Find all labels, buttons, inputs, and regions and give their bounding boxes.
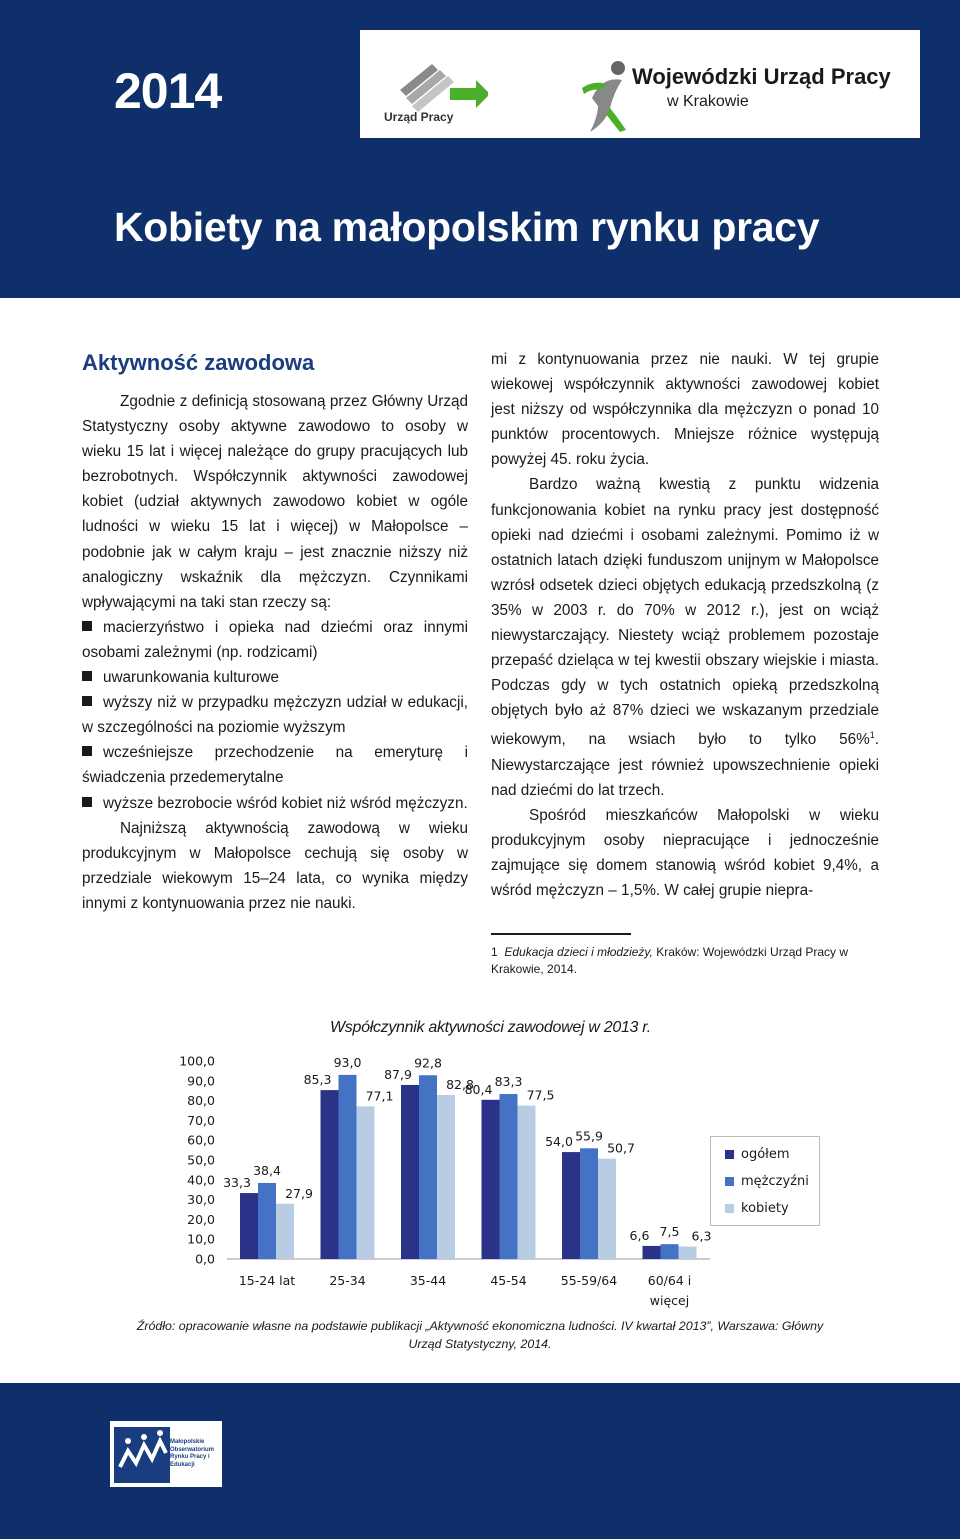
y-tick-label: 80,0: [187, 1093, 215, 1109]
y-tick-label: 60,0: [187, 1132, 215, 1148]
data-label: 80,4: [464, 1081, 493, 1097]
legend-swatch: [725, 1177, 734, 1186]
legend-label: ogółem: [741, 1146, 790, 1162]
logos-panel: [360, 30, 920, 138]
bullet-item: [82, 690, 468, 740]
chart-source: Źródło: opracowanie własne na podstawie publikacji „Aktywność ekonomiczna ludności. IV kwartał 2013”, Warszawa: Główny Urząd Statystyczny, 2014.: [136, 1319, 824, 1351]
bar: [562, 1152, 580, 1259]
legend-label: mężczyźni: [741, 1173, 809, 1189]
square-bullet-icon: [82, 621, 92, 631]
paragraph-childcare: [491, 472, 879, 802]
bar: [598, 1159, 616, 1259]
data-label: 87,9: [384, 1066, 412, 1082]
morpie-logo: [110, 1421, 222, 1487]
y-tick-label: 0,0: [195, 1251, 215, 1267]
bullet-text: macierzyństwo i opieka nad dziećmi oraz innymi osobami zależnymi (np. rodzicami): [82, 618, 468, 661]
section-heading: Aktywność zawodowa: [82, 350, 315, 375]
data-label: 83,3: [494, 1074, 523, 1090]
bar: [357, 1106, 375, 1259]
x-tick-label: 55-59/64: [560, 1273, 618, 1288]
x-tick-label: więcej: [649, 1293, 690, 1308]
bar: [240, 1193, 258, 1259]
report-year: 2014: [114, 63, 222, 119]
footnote-ref: 1: [869, 730, 875, 741]
bar: [518, 1106, 536, 1259]
x-tick-label: 25-34: [329, 1273, 366, 1288]
bullet-item: [82, 615, 468, 665]
square-bullet-icon: [82, 797, 92, 807]
square-bullet-icon: [82, 696, 92, 706]
y-tick-label: 40,0: [187, 1172, 215, 1188]
bar: [643, 1246, 661, 1259]
data-label: 93,0: [333, 1054, 362, 1070]
data-label: 92,8: [414, 1055, 442, 1071]
wup-logo-title: Wojewódzki Urząd Pracy: [632, 64, 891, 89]
footnote-number: 1: [491, 945, 498, 959]
wup-logo-subtitle: w Krakowie: [667, 93, 749, 110]
childcare-text: Bardzo ważną kwestią z punktu widzenia funkcjonowania kobiet na rynku pracy jest dostępność opieki nad dziećmi i osobami zależnymi. Pomimo iż w ostatnich latach dzięki funduszom unijnym w Małopolsce wzrósł odsetek dzieci objętych edukacją przedszkolną (z 35% w 2003 r. do 70% w 2012 r.), jest on wciąż niewystarczający. Niestety wciąż problemem pozostaje przepaść dzieląca w tej kwestii obszary wiejskie i miasta. Podczas gdy w tych ostatnich opieką przedszkolną objętych było aż 87% dzieci we wskazanym przedziale wiekowym, na wsiach było to tylko 56%: [491, 476, 879, 749]
bar: [339, 1075, 357, 1259]
morpie-logo-icon: [114, 1427, 170, 1483]
data-label: 85,3: [303, 1072, 332, 1088]
x-tick-label: 15-24 lat: [238, 1273, 296, 1288]
bar: [401, 1085, 419, 1259]
chart-legend: [710, 1136, 820, 1226]
bar: [321, 1090, 339, 1259]
data-label: 55,9: [575, 1128, 603, 1144]
bullet-text: wyższe bezrobocie wśród kobiet niż wśród mężczyzn.: [103, 794, 468, 812]
bar: [500, 1094, 518, 1259]
bar: [276, 1204, 294, 1259]
bullet-item: [82, 791, 468, 816]
legend-swatch: [725, 1150, 734, 1159]
bar: [419, 1075, 437, 1259]
data-label: 33,3: [223, 1175, 251, 1191]
legend-item: [725, 1146, 790, 1162]
paragraph-youth: Najniższą aktywnością zawodową w wieku produkcyjnym w Małopolsce cechują się osoby w przedziale wiekowym 15–24 lata, co wynika między innymi z kontynuowania przez nie nauki.: [82, 819, 468, 912]
bullet-text: wyższy niż w przypadku mężczyzn udział w edukacji, w szczególności na poziomie wyższym: [82, 694, 468, 737]
footnote-divider: [491, 933, 631, 935]
y-tick-label: 20,0: [187, 1211, 215, 1227]
paragraph-continuation: mi z kontynuowania przez nie nauki. W tej grupie wiekowej współczynnik aktywności zawodowej kobiet jest niższy od współczynnika dla mężczyzn o ponad 10 punktów procentowych. Mniejsze różnice występują powyżej 45. roku życia.: [491, 351, 879, 469]
y-tick-label: 70,0: [187, 1112, 215, 1128]
bar: [661, 1244, 679, 1259]
bullet-item: [82, 665, 468, 690]
left-text-column: [82, 389, 468, 916]
y-tick-label: 10,0: [187, 1231, 215, 1247]
paragraph-definition: Zgodnie z definicją stosowaną przez Główny Urząd Statystyczny osoby aktywne zawodowo to osoby w wieku 15 lat i więcej należące do grupy pracujących lub bezrobotnych. Współczynnik aktywności zawodowej kobiet (udział aktywnych zawodowo kobiet w ogóle ludności w wieku 15 lat i więcej) w Małopolsce – podobnie jak w całym kraju – jest znacznie niższy niż analogiczny wskaźnik dla mężczyzn. Czynnikami wpływającymi na taki stan rzeczy są:: [82, 393, 468, 611]
legend-item: [725, 1173, 809, 1189]
page-title: Kobiety na małopolskim rynku pracy: [114, 204, 820, 250]
bullet-text: wcześniejsze przechodzenie na emeryturę i świadczenia przedemerytalne: [82, 744, 468, 787]
bar-chart: [160, 1042, 720, 1312]
square-bullet-icon: [82, 746, 92, 756]
bar: [482, 1100, 500, 1259]
data-label: 77,1: [365, 1088, 394, 1104]
data-label: 77,5: [526, 1087, 555, 1103]
data-label: 7,5: [659, 1224, 680, 1240]
footer-banner: [0, 1383, 960, 1539]
paragraph-household: Spośród mieszkańców Małopolski w wieku produkcyjnym osoby niepracujące i jednocześnie zajmujące się domem stanowią wśród kobiet 9,4%, a wśród mężczyzn – 1,5%. W całej grupie niepra-: [491, 806, 879, 900]
right-text-column: [491, 347, 879, 903]
footnote-title: Edukacja dzieci i młodzieży,: [504, 945, 653, 959]
data-label: 38,4: [253, 1162, 281, 1178]
bar: [580, 1148, 598, 1259]
bullet-item: [82, 740, 468, 790]
x-tick-label: 60/64 i: [647, 1273, 692, 1288]
legend-item: [725, 1200, 789, 1216]
childcare-text-end: . Niewystarczające jest również upowszechnienie opieki nad dziećmi do lat trzech.: [491, 731, 879, 799]
data-label: 50,7: [607, 1140, 635, 1156]
bar: [437, 1095, 455, 1259]
data-label: 54,0: [545, 1134, 573, 1150]
square-bullet-icon: [82, 671, 92, 681]
wup-figure-logo-icon: [580, 58, 640, 136]
chart-title: Współczynnik aktywności zawodowej w 2013 r.: [330, 1019, 651, 1036]
y-tick-label: 50,0: [187, 1152, 215, 1168]
x-tick-label: 35-44: [409, 1273, 447, 1288]
header-banner: [0, 0, 960, 298]
bar: [679, 1247, 697, 1259]
y-tick-label: 100,0: [179, 1053, 215, 1069]
footnote-rest: Kraków: Wojewódzki Urząd Pracy w Krakowie, 2014.: [491, 945, 849, 976]
y-tick-label: 30,0: [187, 1192, 215, 1208]
footnote: [491, 944, 881, 978]
urzad-pracy-logo-text: Urząd Pracy: [384, 110, 454, 124]
bullet-text: uwarunkowania kulturowe: [103, 669, 280, 687]
x-tick-label: 45-54: [490, 1273, 527, 1288]
data-label: 6,3: [691, 1228, 712, 1244]
legend-label: kobiety: [741, 1200, 789, 1216]
y-tick-label: 90,0: [187, 1073, 215, 1089]
bar: [258, 1183, 276, 1259]
data-label: 82,8: [446, 1077, 474, 1093]
morpie-logo-text: Małopolskie Obserwatorium Rynku Pracy i Edukacji: [170, 1439, 215, 1468]
legend-swatch: [725, 1204, 734, 1213]
data-label: 27,9: [285, 1185, 313, 1201]
data-label: 6,6: [629, 1227, 650, 1243]
